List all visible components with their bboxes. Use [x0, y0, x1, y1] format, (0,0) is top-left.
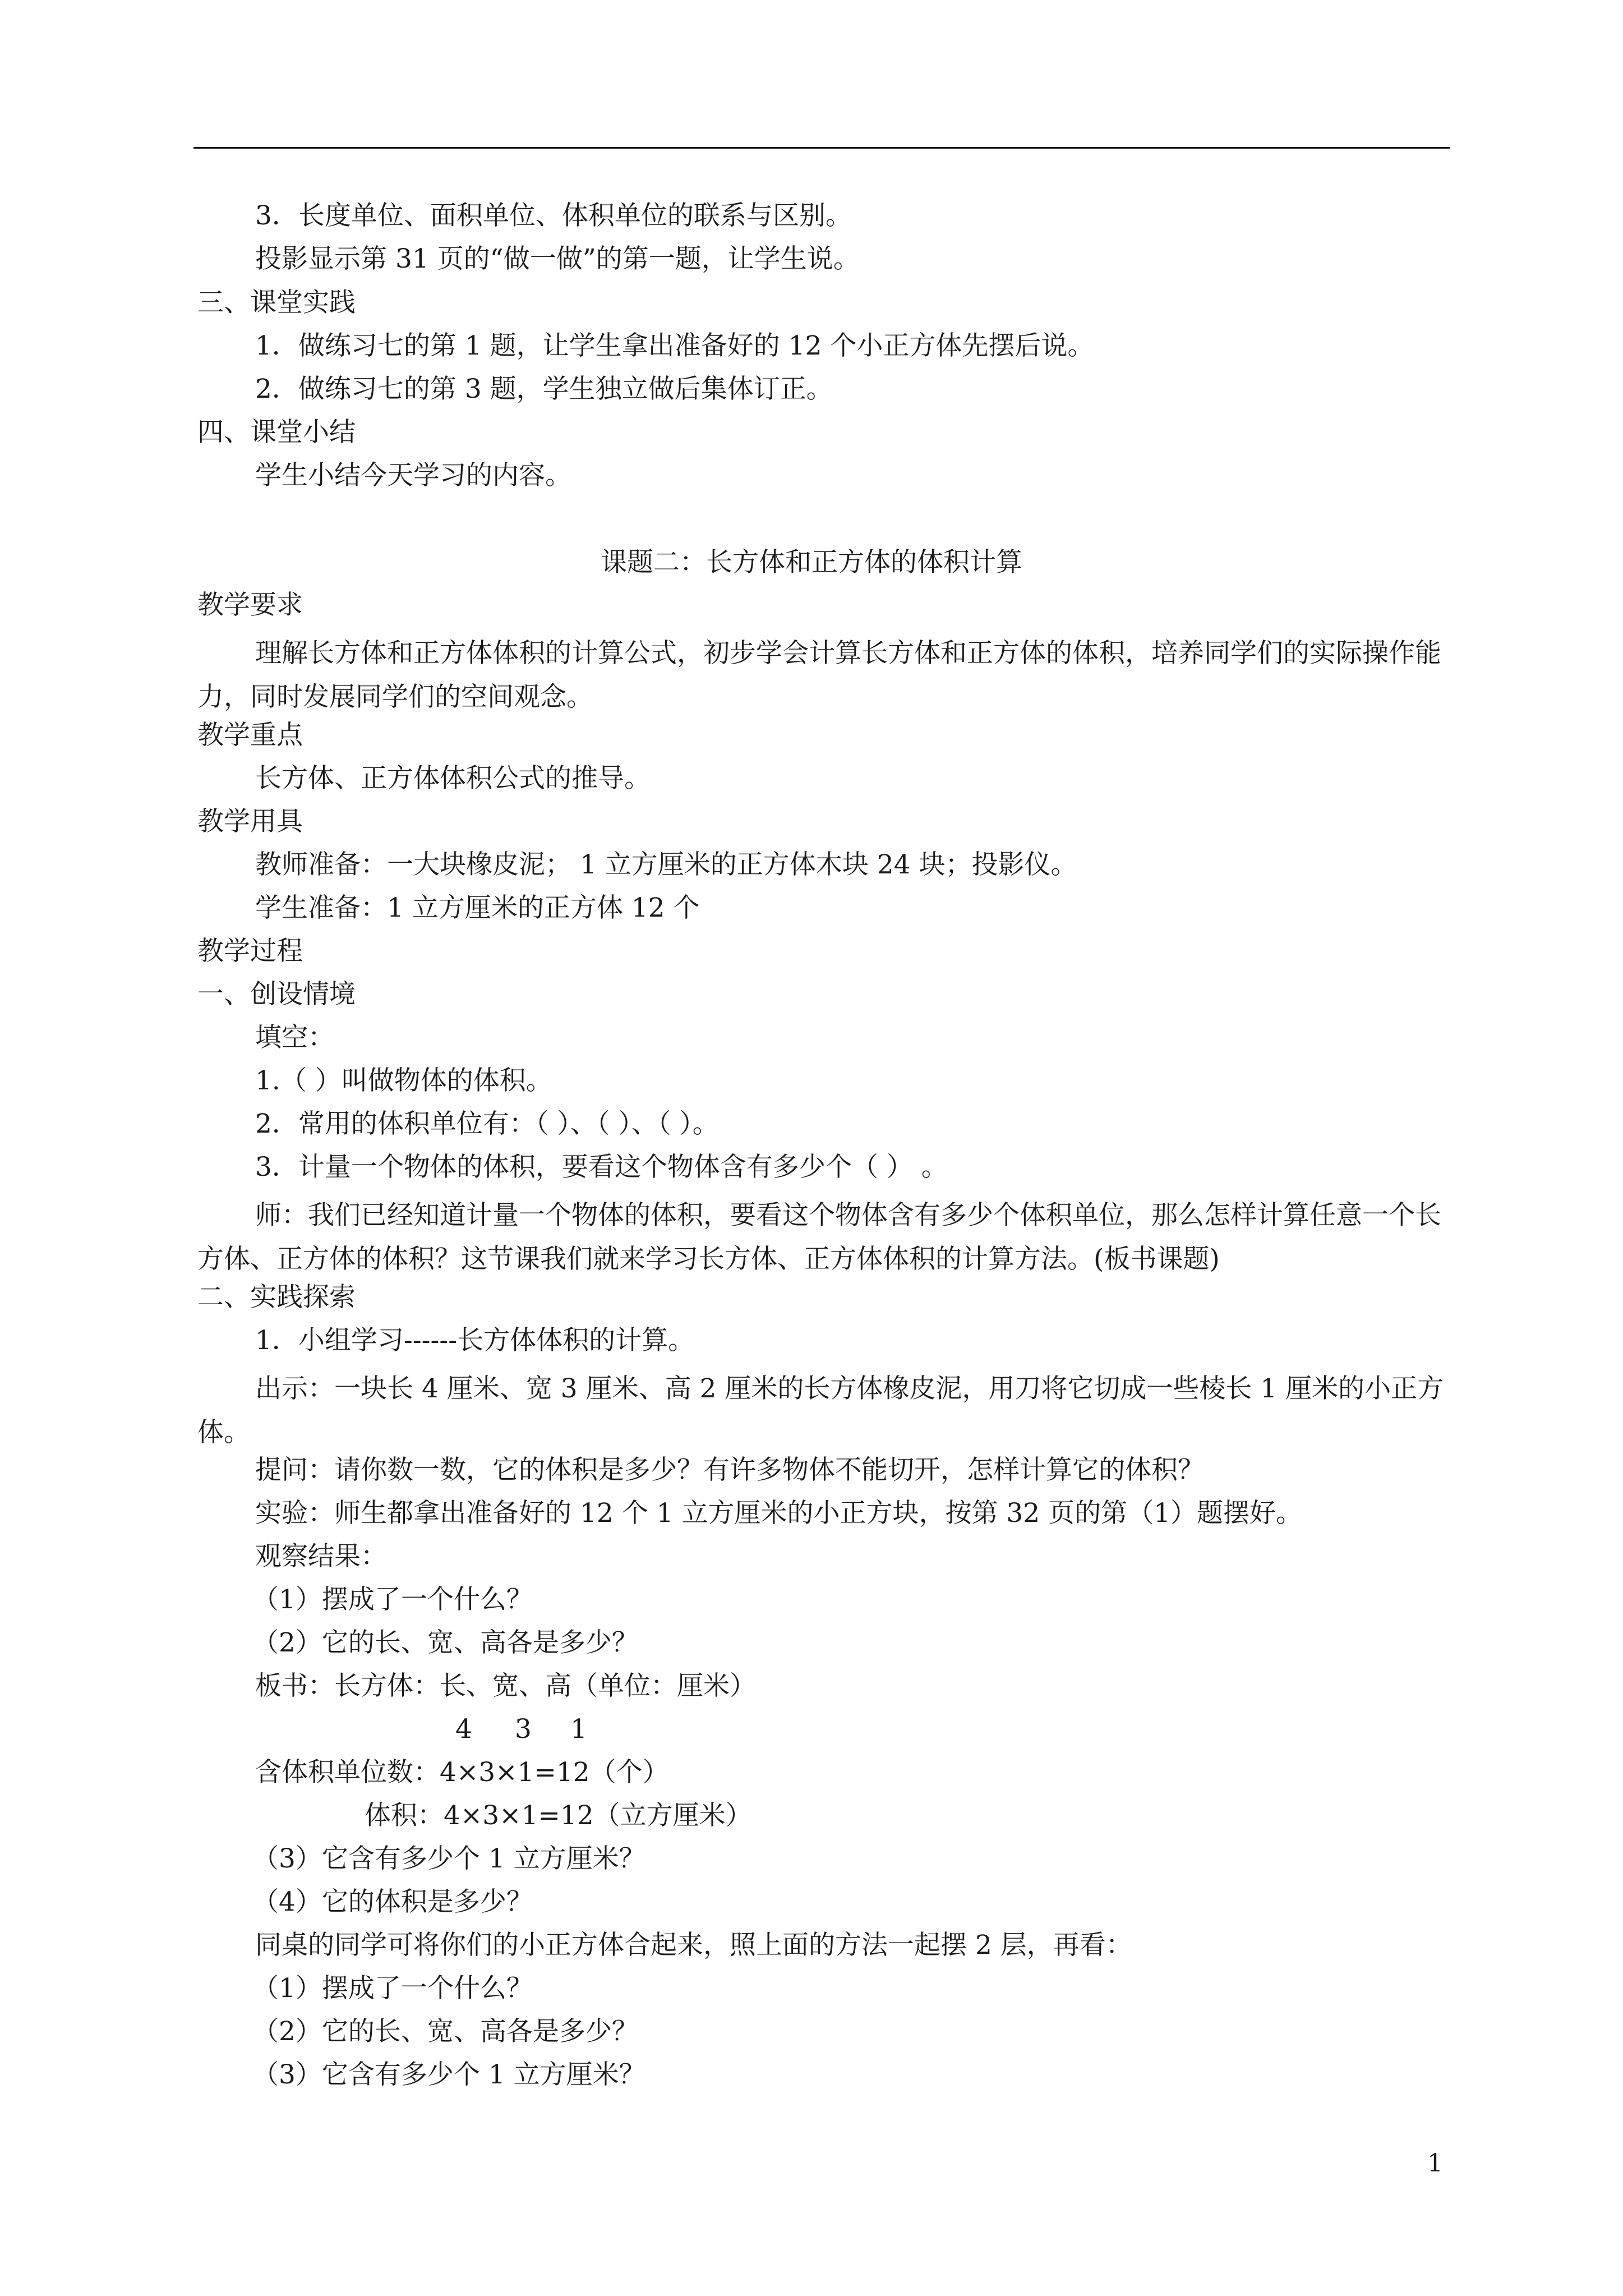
lesson-title: 课题二：长方体和正方体的体积计算 — [601, 547, 1022, 578]
text-line: （3）它含有多少个 1 立方厘米？ — [252, 2059, 645, 2090]
text-line: （3）它含有多少个 1 立方厘米？ — [252, 1843, 645, 1874]
text-line: 3．计量一个物体的体积，要看这个物体含有多少个（ ） 。 — [255, 1152, 948, 1182]
section-heading: 三、课堂实践 — [197, 287, 356, 318]
formula-line: 含体积单位数：4×3×1=12（个） — [255, 1757, 669, 1788]
dimension-value: 4 — [455, 1714, 472, 1745]
text-line: 实验：师生都拿出准备好的 12 个 1 立方厘米的小正方块，按第 32 页的第（1）题摆好。 — [255, 1498, 1303, 1529]
text-line: （4）它的体积是多少？ — [252, 1887, 533, 1917]
text-line: （2）它的长、宽、高各是多少？ — [252, 1627, 638, 1658]
dimension-value: 1 — [570, 1714, 587, 1745]
text-line: 学生小结今天学习的内容。 — [255, 460, 571, 491]
text-line: 1．做练习七的第 1 题，让学生拿出准备好的 12 个小正方体先摆后说。 — [255, 330, 1094, 361]
text-line: 同桌的同学可将你们的小正方体合起来，照上面的方法一起摆 2 层，再看： — [255, 1930, 1132, 1961]
text-line: 长方体、正方体体积公式的推导。 — [255, 763, 651, 794]
text-line: （1）摆成了一个什么？ — [252, 1973, 533, 2004]
text-line: 填空： — [255, 1022, 334, 1053]
header-rule — [193, 147, 1450, 149]
formula-line: 体积：4×3×1=12（立方厘米） — [365, 1800, 752, 1831]
page-number: 1 — [1427, 2149, 1443, 2178]
paragraph: 理解长方体和正方体体积的计算公式，初步学会计算长方体和正方体的体积，培养同学们的实际操作能力，同时发展同学们的空间观念。 — [197, 638, 1441, 712]
text-line: 提问：请你数一数，它的体积是多少？有许多物体不能切开，怎样计算它的体积？ — [255, 1455, 1204, 1485]
section-heading: 教学过程 — [197, 936, 303, 967]
text-line: 1.（ ）叫做物体的体积。 — [255, 1065, 552, 1096]
text-line: 教师准备：一大块橡皮泥； 1 立方厘米的正方体木块 24 块；投影仪。 — [255, 849, 1077, 880]
text-line: （1）摆成了一个什么？ — [252, 1584, 533, 1615]
text-line: 3．长度单位、面积单位、体积单位的联系与区别。 — [255, 200, 852, 231]
section-heading: 一、创设情境 — [197, 979, 356, 1010]
text-line: 观察结果： — [255, 1541, 387, 1572]
paragraph: 出示：一块长 4 厘米、宽 3 厘米、高 2 厘米的长方体橡皮泥，用刀将它切成一些棱长 1 厘米的小正方体。 — [197, 1373, 1444, 1448]
text-line: （2）它的长、宽、高各是多少？ — [252, 2016, 638, 2047]
text-line: 学生准备：1 立方厘米的正方体 12 个 — [255, 892, 700, 923]
text-line: 板书：长方体：长、宽、高（单位：厘米） — [255, 1671, 756, 1701]
dimension-value: 3 — [515, 1714, 532, 1745]
section-heading: 教学要求 — [197, 590, 303, 620]
text-line: 2．做练习七的第 3 题，学生独立做后集体订正。 — [255, 374, 833, 404]
text-line: 1．小组学习------长方体体积的计算。 — [255, 1325, 695, 1356]
text-line: 2．常用的体积单位有：（ ）、（ ）、（ ）。 — [255, 1108, 719, 1139]
text-line: 投影显示第 31 页的“做一做”的第一题，让学生说。 — [255, 243, 860, 274]
section-heading: 教学用具 — [197, 806, 303, 837]
paragraph: 师：我们已经知道计量一个物体的体积，要看这个物体含有多少个体积单位，那么怎样计算任意一个长方体、正方体的体积？这节课我们就来学习长方体、正方体体积的计算方法。(板书课题) — [197, 1200, 1441, 1274]
section-heading: 四、课堂小结 — [197, 417, 356, 448]
section-heading: 二、实践探索 — [197, 1282, 356, 1313]
section-heading: 教学重点 — [197, 720, 303, 751]
